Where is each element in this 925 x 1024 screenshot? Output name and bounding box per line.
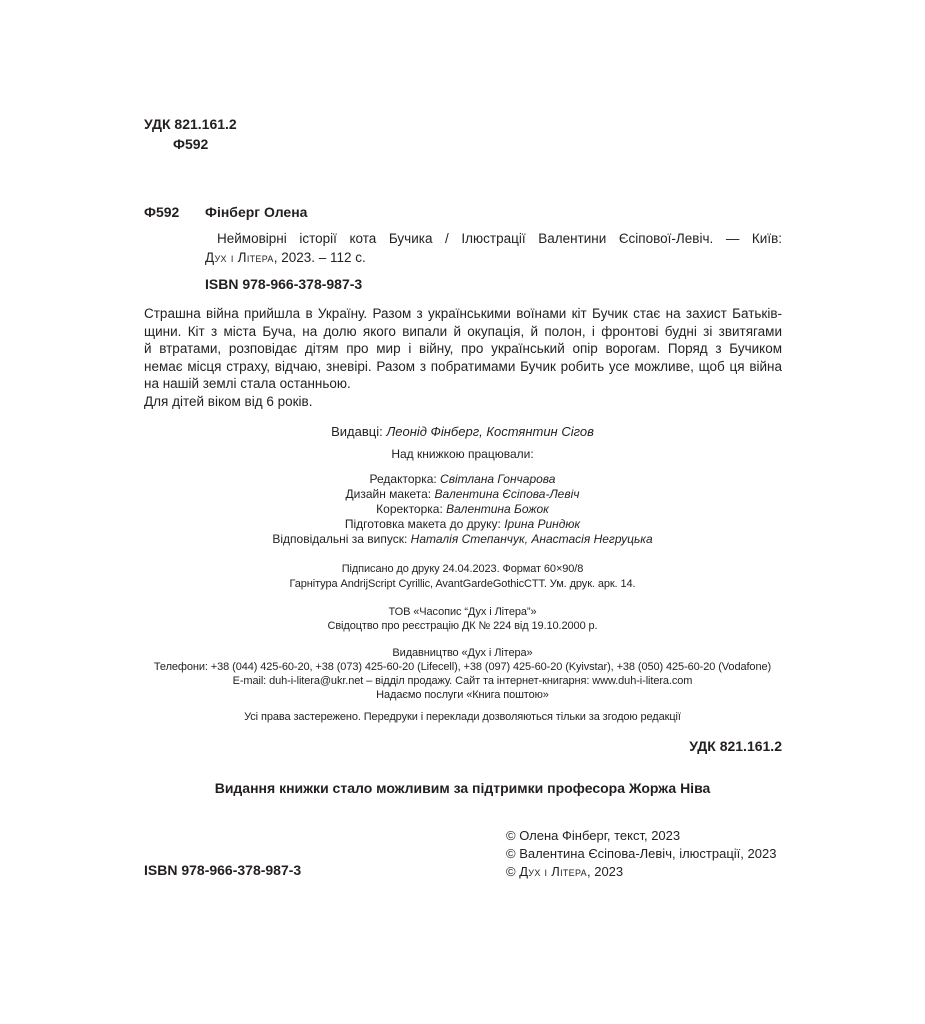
staff-role: Дизайн макета: bbox=[345, 487, 435, 501]
annotation-age: Для дітей віком від 6 років. bbox=[144, 393, 313, 409]
isbn-footer: ISBN 978-966-378-987-3 bbox=[144, 862, 302, 878]
annotation-line: щини. Кіт з міста Буча, на долю якого випали й окупація, й полон, і фронтові будні зі звитягами bbox=[144, 323, 782, 339]
annotation-line: й втратами, розповідає дітям про мир і війну, про український опір ворогам. Поряд з Бучиком bbox=[144, 341, 782, 356]
staff-responsible bbox=[0, 532, 925, 546]
publishers-line bbox=[0, 424, 925, 439]
staff-name: Світлана Гончарова bbox=[440, 472, 556, 486]
staff-role: Відповідальні за випуск: bbox=[272, 532, 411, 546]
udk-header: УДК 821.161.2 bbox=[144, 116, 237, 132]
bib-description-line1: Неймовірні історії кота Бучика / Ілюстрації Валентини Єсіпової-Левіч. — Київ: bbox=[217, 231, 782, 246]
copyright-text: © Олена Фінберг, текст, 2023 bbox=[506, 828, 681, 843]
annotation-line: на нашій землі стала останньою. bbox=[144, 376, 351, 391]
staff-name: Ірина Риндюк bbox=[504, 517, 581, 531]
publisher-brand: Дух і Літера bbox=[205, 250, 274, 265]
bib-description-line2 bbox=[205, 248, 782, 267]
staff-role: Редакторка: bbox=[369, 472, 441, 486]
company-certificate: Свідоцтво про реєстрацію ДК № 224 від 19.10.2000 р. bbox=[327, 620, 598, 632]
print-info-line1: Підписано до друку 24.04.2023. Формат 60×90/8 bbox=[341, 563, 584, 575]
print-info-line2: Гарнітура AndrijScript Cyrillic, AvantGardeGothicCTT. Ум. друк. арк. 14. bbox=[289, 578, 636, 590]
publisher-brand: Дух і Літера bbox=[519, 864, 587, 879]
copyright-year: , 2023 bbox=[587, 864, 624, 879]
publishers-label: Видавці: bbox=[331, 424, 387, 439]
annotation-line: Страшна війна прийшла в Україну. Разом з українськими воїнами кіт Бучик стає на захист Батьків- bbox=[144, 306, 782, 321]
worked-on-heading: Над книжкою працювали: bbox=[391, 447, 534, 461]
company-name: ТОВ «Часопис “Дух і Літера”» bbox=[388, 606, 537, 618]
copyright-illustrations: © Валентина Єсіпова-Левіч, ілюстрації, 2023 bbox=[506, 846, 777, 861]
rights-notice: Усі права застережено. Передруки і переклади дозволяються тільки за згодою редакції bbox=[244, 711, 681, 723]
publisher-email: E-mail: duh-i-litera@ukr.net – відділ продажу. Сайт та інтернет-книгарня: www.duh-i-litera.com bbox=[232, 675, 693, 687]
staff-designer bbox=[0, 487, 925, 501]
bib-description-details: , 2023. – 112 с. bbox=[273, 250, 366, 265]
udk-footer: УДК 821.161.2 bbox=[689, 738, 782, 754]
bib-code: Ф592 bbox=[144, 204, 180, 220]
publisher-name: Видавництво «Дух і Літера» bbox=[392, 647, 533, 659]
bib-description bbox=[205, 229, 782, 267]
staff-proofreader bbox=[0, 502, 925, 516]
staff-name: Валентина Єсіпова-Левіч bbox=[434, 487, 580, 501]
support-note: Видання книжки стало можливим за підтримки професора Жоржа Ніва bbox=[214, 780, 711, 796]
staff-editor bbox=[0, 472, 925, 486]
annotation-line: немає місця страху, відчаю, зневірі. Разом з побратимами Бучик робить усе можливе, щоб ця війна bbox=[144, 358, 782, 374]
staff-name: Валентина Божок bbox=[446, 502, 549, 516]
staff-role: Підготовка макета до друку: bbox=[344, 517, 505, 531]
author-code-header: Ф592 bbox=[173, 136, 209, 152]
staff-name: Наталія Степанчук, Анастасія Негруцька bbox=[410, 532, 653, 546]
copyright-symbol: © bbox=[506, 864, 520, 879]
copyright-publisher bbox=[506, 864, 623, 879]
bib-isbn: ISBN 978-966-378-987-3 bbox=[205, 276, 363, 292]
publisher-phones: Телефони: +38 (044) 425-60-20, +38 (073) 425-60-20 (Lifecell), +38 (097) 425-60-20 (Kyivstar), +38 (050) 425-60-20 (Vodafone) bbox=[153, 661, 772, 673]
publisher-mail-service: Надаємо послуги «Книга поштою» bbox=[376, 689, 549, 701]
bib-author: Фінберг Олена bbox=[205, 204, 308, 220]
staff-prepress bbox=[0, 517, 925, 531]
publishers-names: Леонід Фінберг, Костянтин Сігов bbox=[386, 424, 594, 439]
annotation bbox=[144, 305, 782, 410]
staff-role: Коректорка: bbox=[376, 502, 447, 516]
